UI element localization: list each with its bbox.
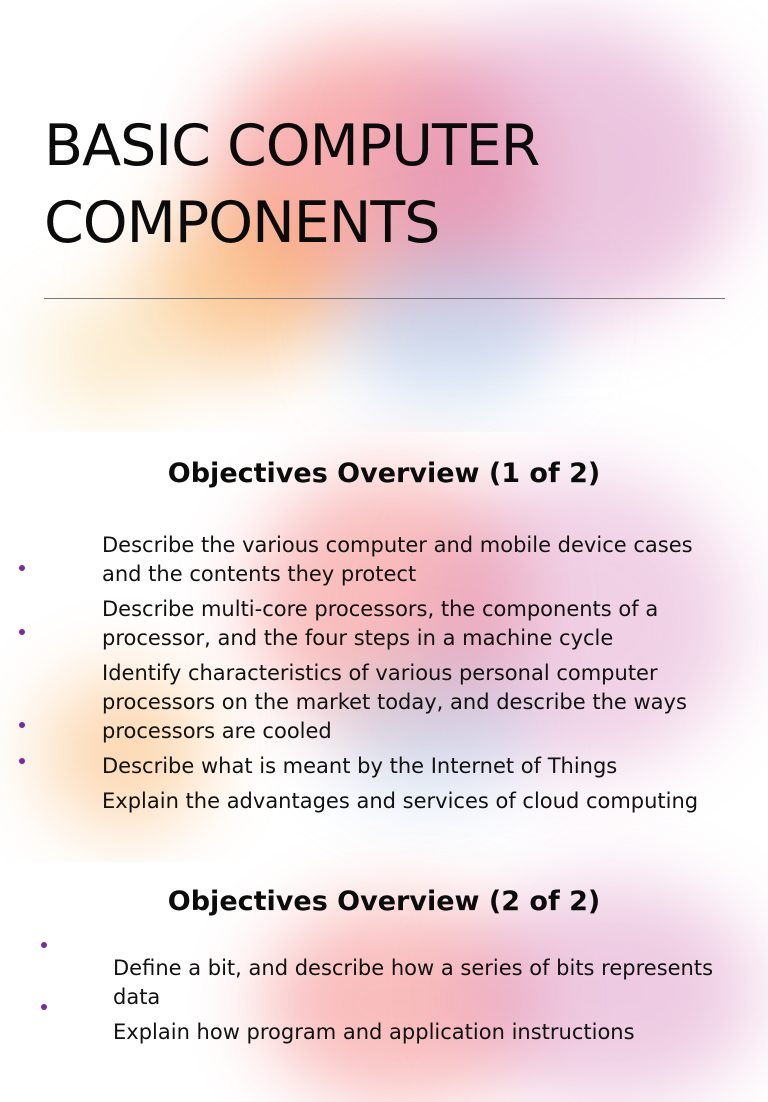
slide-title <box>44 108 539 262</box>
objectives-list <box>113 954 723 1047</box>
objectives-slide-2 <box>0 862 768 1044</box>
bullet-dot <box>41 1004 47 1010</box>
title-line-2: COMPONENTS <box>44 190 440 256</box>
title-divider <box>44 298 725 299</box>
gradient-blob <box>340 250 560 400</box>
bullet-dot <box>19 758 25 764</box>
objectives-slide-1 <box>0 432 768 862</box>
title-line-1: BASIC COMPUTER <box>44 113 540 179</box>
bullet-dot <box>19 565 25 571</box>
list-item: Describe the various computer and mobile device cases and the contents they protect <box>102 533 693 586</box>
list-item: Explain the advantages and services of cloud computing <box>102 789 699 813</box>
bullet-dot <box>19 722 25 728</box>
list-item: Define a bit, and describe how a series of bits represents data <box>113 956 714 1009</box>
title-slide <box>0 0 768 430</box>
bullet-dot <box>41 942 47 948</box>
bullet-dot <box>19 629 25 635</box>
objectives-list <box>102 531 712 816</box>
objectives-heading: Objectives Overview (1 of 2) <box>167 458 601 489</box>
list-item: Identify characteristics of various personal computer processors on the market today, and describe the ways processors are cooled <box>102 661 687 743</box>
list-item: Describe what is meant by the Internet of Things <box>102 754 618 778</box>
list-item: Explain how program and application instructions <box>113 1020 635 1044</box>
gradient-blob <box>40 300 180 410</box>
objectives-heading: Objectives Overview (2 of 2) <box>167 886 601 917</box>
list-item: Describe multi-core processors, the components of a processor, and the four steps in a machine cycle <box>102 597 659 650</box>
